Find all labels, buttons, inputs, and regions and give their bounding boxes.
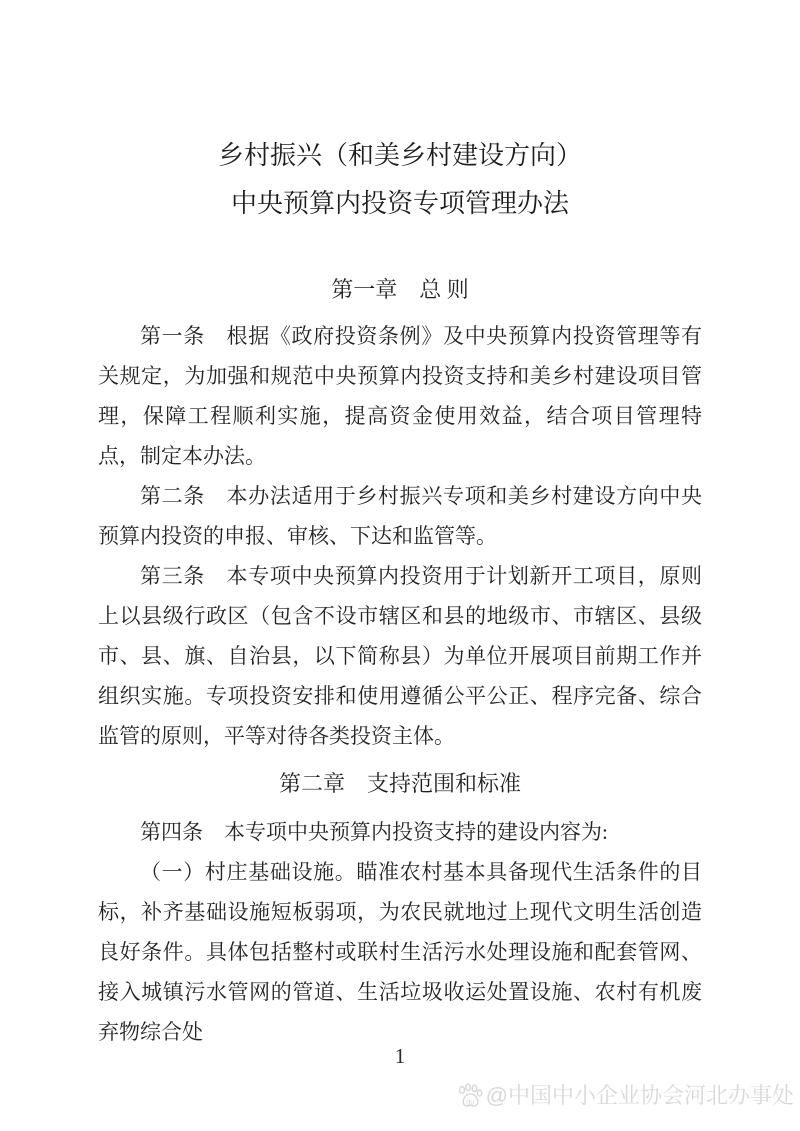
chapter-2-heading: 第二章 支持范围和标准 (278, 771, 521, 796)
page-number: 1 (394, 1044, 406, 1068)
article-4-paragraph: 第四条 本专项中央预算内投资支持的建设内容为: (140, 820, 608, 844)
article-3-paragraph: 第三条 本专项中央预算内投资用于计划新开工项目，原则上以县级行政区（包含不设市辖区和县的地级市、市辖区、县级市、县、旗、自治县，以下简称县）为单位开展项目前期工作并组织实施。专项投资安排和使用遵循公平公正、程序完备、综合监管的原则，平等对待各类投资主体。 (98, 564, 702, 748)
article-4-item-1-paragraph: （一）村庄基础设施。瞄准农村基本具备现代生活条件的目标，补齐基础设施短板弱项，为农民就地过上现代文明生活创造良好条件。具体包括整村或联村生活污水处理设施和配套管网、接入城镇污水管网的管道、生活垃圾收运处置设施、农村有机废弃物综合处 (98, 860, 702, 1044)
svg-text:du: du (465, 1097, 475, 1107)
document-title (0, 0, 800, 228)
chapter-2-body (98, 812, 702, 1052)
watermark (456, 1081, 794, 1111)
document-title-line-2: 中央预算内投资专项管理办法 (230, 189, 569, 218)
chapter-1-heading: 第一章 总 则 (331, 277, 469, 302)
baidu-paw-icon (456, 1082, 484, 1110)
chapter-1-body (98, 316, 702, 756)
watermark-text: @中国中小企业协会河北办事处 (485, 1083, 794, 1108)
document-title-line-1: 乡村振兴（和美乡村建设方向） (217, 141, 582, 170)
document-body (0, 270, 800, 1052)
article-2-paragraph: 第二条 本办法适用于乡村振兴专项和美乡村建设方向中央预算内投资的申报、审核、下达和监管等。 (98, 484, 702, 548)
article-1-paragraph: 第一条 根据《政府投资条例》及中央预算内投资管理等有关规定，为加强和规范中央预算内投资支持和美乡村建设项目管理，保障工程顺利实施，提高资金使用效益，结合项目管理特点，制定本办法。 (98, 324, 702, 468)
